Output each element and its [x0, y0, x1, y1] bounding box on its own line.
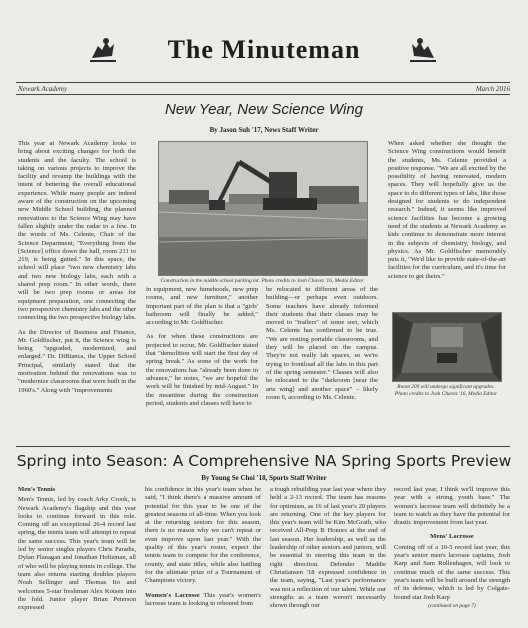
article1-column-2 — [146, 286, 258, 440]
minuteman-right-icon — [408, 36, 438, 64]
article2-col2b-text: This year's women's lacrosse team is looking to rebound from — [145, 591, 261, 607]
masthead — [0, 30, 528, 70]
article2-col1-text: Men's Tennis, led by coach Arky Crook, is Newark Academy's flagship and this year looks to continue forward in this role. Coming off an exceptional 26-4 record last spring, the tennis team will attempt to repeat the same success. This year's team will be led by senior singles players Chris Paradis, Dylan Flanagan and Jonathan Holtzman, all of who will be playing tennis in college. The team also returns starting doubles players Noah Sellinger and Thomas Ito and welcomes 5-star freshman Alex Kotsen into the fold. Junior player Brian Peterson expressed — [18, 496, 136, 612]
article2-col3-text: a tough rebuilding year last year where they held a 2-13 record. The team has reasons for optimism, as 16 of last year's 20 players are returning. One of the key players for this year's team will be Kim McGrath, who received All-Prep B Honors at the end of last season. Her leadership, as well as the leadership of other seniors and juniors, will be essential to steering this team in the right direction. Defender Maddie Christiansen '18 expressed confidence in the team, saying, "Last year's performance was not a reflection of our talent. While our strengths as a team weren't necessarily shown through our — [270, 486, 386, 610]
issue-date: March 2016 — [475, 85, 510, 93]
article1-col3-text: be relocated to different areas of the building—or perhaps even outdoors. Some teachers have already informed their students that their classes may be moved to "trailers" of some sort, which Ms. Celente has confirmed to be true. "We are renting portable classrooms, and they will be placed on the campus. They're not really lab spaces, so we're trying to frontload all the labs in this part of the spring semester." Classes will also be relocated to the "darkroom [near the arts wing] and another space" – likely room 6, according to Ms. Celente. — [266, 286, 378, 401]
article1-column-1 — [18, 140, 136, 440]
continued-note: (continued on page 7) — [428, 602, 476, 609]
mens-tennis-subhead: Men's Tennis — [18, 486, 56, 493]
article2-col2b-paragraph — [145, 592, 261, 609]
article2-byline: By Young Se Choi '18, Sports Staff Writer — [201, 474, 327, 482]
article1-headline: New Year, New Science Wing — [164, 101, 364, 118]
article1-col2-text: in equipment, new fumehoods, new prep rooms, and new furniture," another important part of the plan is that a "girls' bathroom will finally be added," according to Mr. Goldfischer. — [146, 286, 258, 327]
section-divider-rule — [16, 446, 510, 447]
newspaper-title: The Minuteman — [167, 35, 361, 64]
article2-col2-text: his confidence in this year's team when he said, "I think there's a massive amount of potential for this year to be one of the greatest seasons of all-time. When you look at the returning seniors for this season, there is no reason why we can't repeat or even improve upon last year." With the quality of this year's roster, expect the tennis team to compete for the conference, county, and state titles, while also battling for the ultimate prize of a Tournament of Champions victory. — [145, 486, 261, 585]
construction-excavator-image — [159, 142, 367, 275]
construction-photo-caption: Construction in the middle school parking lot. Photo credits to Josh Chavez '16, Media Editor — [160, 278, 364, 284]
construction-photo — [158, 141, 368, 276]
minuteman-left-icon — [88, 36, 118, 64]
publisher-name: Newark Academy — [18, 85, 68, 93]
mens-lacrosse-subhead: Mens' Lacrosse — [430, 533, 474, 541]
article2-column-1 — [18, 486, 136, 624]
article2-column-3 — [270, 486, 386, 624]
room-209-photo — [392, 312, 502, 382]
article2-column-2 — [145, 486, 261, 624]
room-209-photo-caption: Room 209 will undergo significant upgrades. Photo credits to Josh Chavez '16, Media Editor — [394, 384, 498, 397]
article2-col4-text: record last year, I think we'll improve this year with a strong youth base." The women's lacrosse team will definitely be a team to watch as they have the potential for drastic improvement from last year. — [394, 486, 510, 527]
womens-lacrosse-subhead: Women's Lacrosse — [145, 591, 200, 599]
masthead-top-rule — [16, 82, 510, 83]
article1-column-4 — [388, 140, 506, 310]
article1-col1-text: This year at Newark Academy looks to bring about exciting changes for both the students and the faculty. The school is taking on various projects to improve the facility and revamp the buildings with the intent of bettering the overall educational experience. While many people are indeed aware of the construction on the upcoming new Middle School building, the planned renovations to the Science Wing may have fallen slightly under the radar to a few. In the words of Ms. Celente, Chair of the Science Department, "Everything from the [Science] office down the hall, room 211 to 219, is being gutted." In this space, the school will place "two new chemistry labs and two new biology labs, each with a shared prep room." In other words, there will be two prep rooms or areas for equipment preparation, one connecting the two prospective chemistry labs and the other connecting the two prospective biology labs. — [18, 140, 136, 322]
article1-col2b-text: As for when these constructions are projected to occur, Mr. Goldfischer stated that "demolition will start the first day of spring break." As some of the work for the renovations has "already been done in advance," he notes, "we are hopeful the work will be finished by mid-August." In the meantime during the construction period, students and classes will have to — [146, 333, 258, 407]
article1-col1b-text: As the Director of Business and Finance, Mr. Goldfischer, put it, the Science wing is being "upgraded, modernized, and enlarged." Dr. DiBianca, the Upper School Principal, similarly stated that the motivation behind the renovations was to "modernize classrooms that were built in the 1960's." Along with "improvements — [18, 328, 136, 394]
article2-col4b-text: Coming off of a 10-5 record last year, this year's senior men's lacrosse captains, Josh Karp and Sam Rollenhagen, will look to continue much of the same success. This year's team will be built around the strength of its defense, which is led by Colgate-bound star Josh Karp — [394, 543, 510, 601]
article2-headline: Spring into Season: A Comprehensive NA Spring Sports Preview — [16, 452, 512, 470]
article1-col4-text: When asked whether she thought the Science Wing constructions would benefit the students, Ms. Celente provided a positive response. "We are all excited by the possibility of having renovated, modern spaces. They will hopefully give us the space to do different types of labs, like those designed for students to do independent research." Indeed, it seems like improved science facilities has become a growing need of the students at Newark Academy as kids continue to demonstrate more interest in the subjects of chemistry, biology, and physics. As Mr. Goldfischer memorably puts it, "We'd like to provide state-of-the-art facilities for the curriculum, and it's time for science to get theirs." — [388, 140, 506, 280]
article2-column-4 — [394, 486, 510, 624]
masthead-bottom-rule — [16, 94, 510, 95]
classroom-image — [393, 313, 501, 381]
article1-byline: By Jason Suh '17, News Staff Writer — [209, 126, 319, 134]
article1-column-3 — [266, 286, 378, 440]
